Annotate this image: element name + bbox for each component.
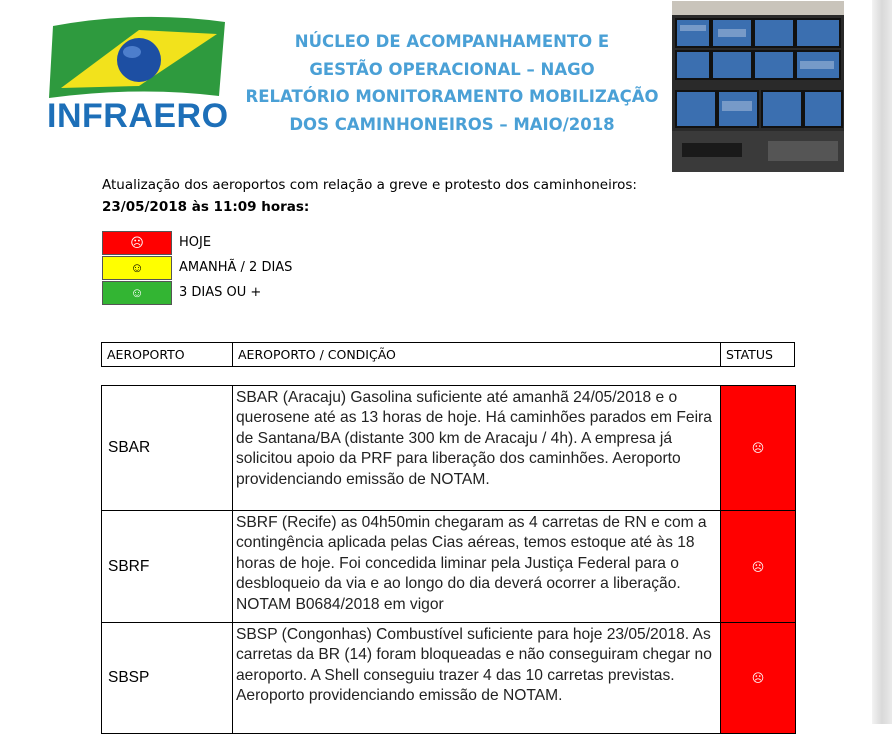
legend-row [102,255,292,280]
table-row [102,623,796,734]
legend-label: AMANHÃ / 2 DIAS [179,260,293,275]
airport-code: SBRF [102,511,233,622]
legend-label: HOJE [179,235,212,250]
title-line: DOS CAMINHONEIROS – MAIO/2018 [289,114,615,134]
sad-face-icon: ☹ [721,386,796,510]
airport-condition: SBRF (Recife) as 04h50min chegaram as 4 carretas de RN e com a contingência aplicada pelas Cias aéreas, temos estoque até às 18 horas de hoje. Foi concedida liminar pela Justiça Federal para o desbloqueio da via e ao longo do dia deverá ocorrer a liberação. NOTAM B0684/2018 em vigor [233,511,721,622]
airport-condition: SBSP (Congonhas) Combustível suficiente para hoje 23/05/2018. As carretas da BR (14) foram bloqueadas e não conseguiram chegar no aeroporto. A Shell conseguiu trazer 4 das 10 carretas previstas. Aeroporto providenciando emissão de NOTAM. [233,623,721,733]
legend-label: 3 DIAS OU + [179,285,262,300]
neutral-face-icon: ☺ [102,256,172,280]
header-condition: AEROPORTO / CONDIÇÃO [233,343,721,366]
title-line: GESTÃO OPERACIONAL – NAGO [309,59,595,79]
table-header [101,342,795,367]
airport-code: SBAR [102,386,233,510]
logo-wordmark: INFRAERO [47,97,229,135]
report-title [240,28,664,138]
status-legend [102,230,292,305]
update-date: 23/05/2018 às 11:09 horas: [102,199,310,215]
header-airport: AEROPORTO [102,343,233,366]
smiley-face-icon: ☺ [102,281,172,305]
sad-face-icon: ☹ [721,511,796,622]
control-room-photo [672,1,844,172]
logo-emblem [47,16,231,100]
table-row [102,386,796,511]
intro-text: Atualização dos aeroportos com relação a greve e protesto dos caminhoneiros: [102,177,637,193]
title-line: RELATÓRIO MONITORAMENTO MOBILIZAÇÃO [245,87,659,106]
airport-code: SBSP [102,623,233,733]
intro-block [102,174,637,218]
legend-row [102,280,292,305]
sad-face-icon: ☹ [721,623,796,733]
airport-condition: SBAR (Aracaju) Gasolina suficiente até amanhã 24/05/2018 e o querosene até as 13 horas de hoje. Há caminhões parados em Feira de Santana/BA (distante 300 km de Aracaju / 4h). A empresa já solicitou apoio da PRF para liberação dos caminhões. Aeroporto providenciando emissão de NOTAM. [233,386,721,510]
page-edge [872,0,892,724]
sad-face-icon: ☹ [102,231,172,255]
title-line: NÚCLEO DE ACOMPANHAMENTO E [294,32,610,51]
table-row [102,511,796,623]
header-status: STATUS [726,347,773,362]
airport-status-table [101,385,796,734]
legend-row [102,230,292,255]
